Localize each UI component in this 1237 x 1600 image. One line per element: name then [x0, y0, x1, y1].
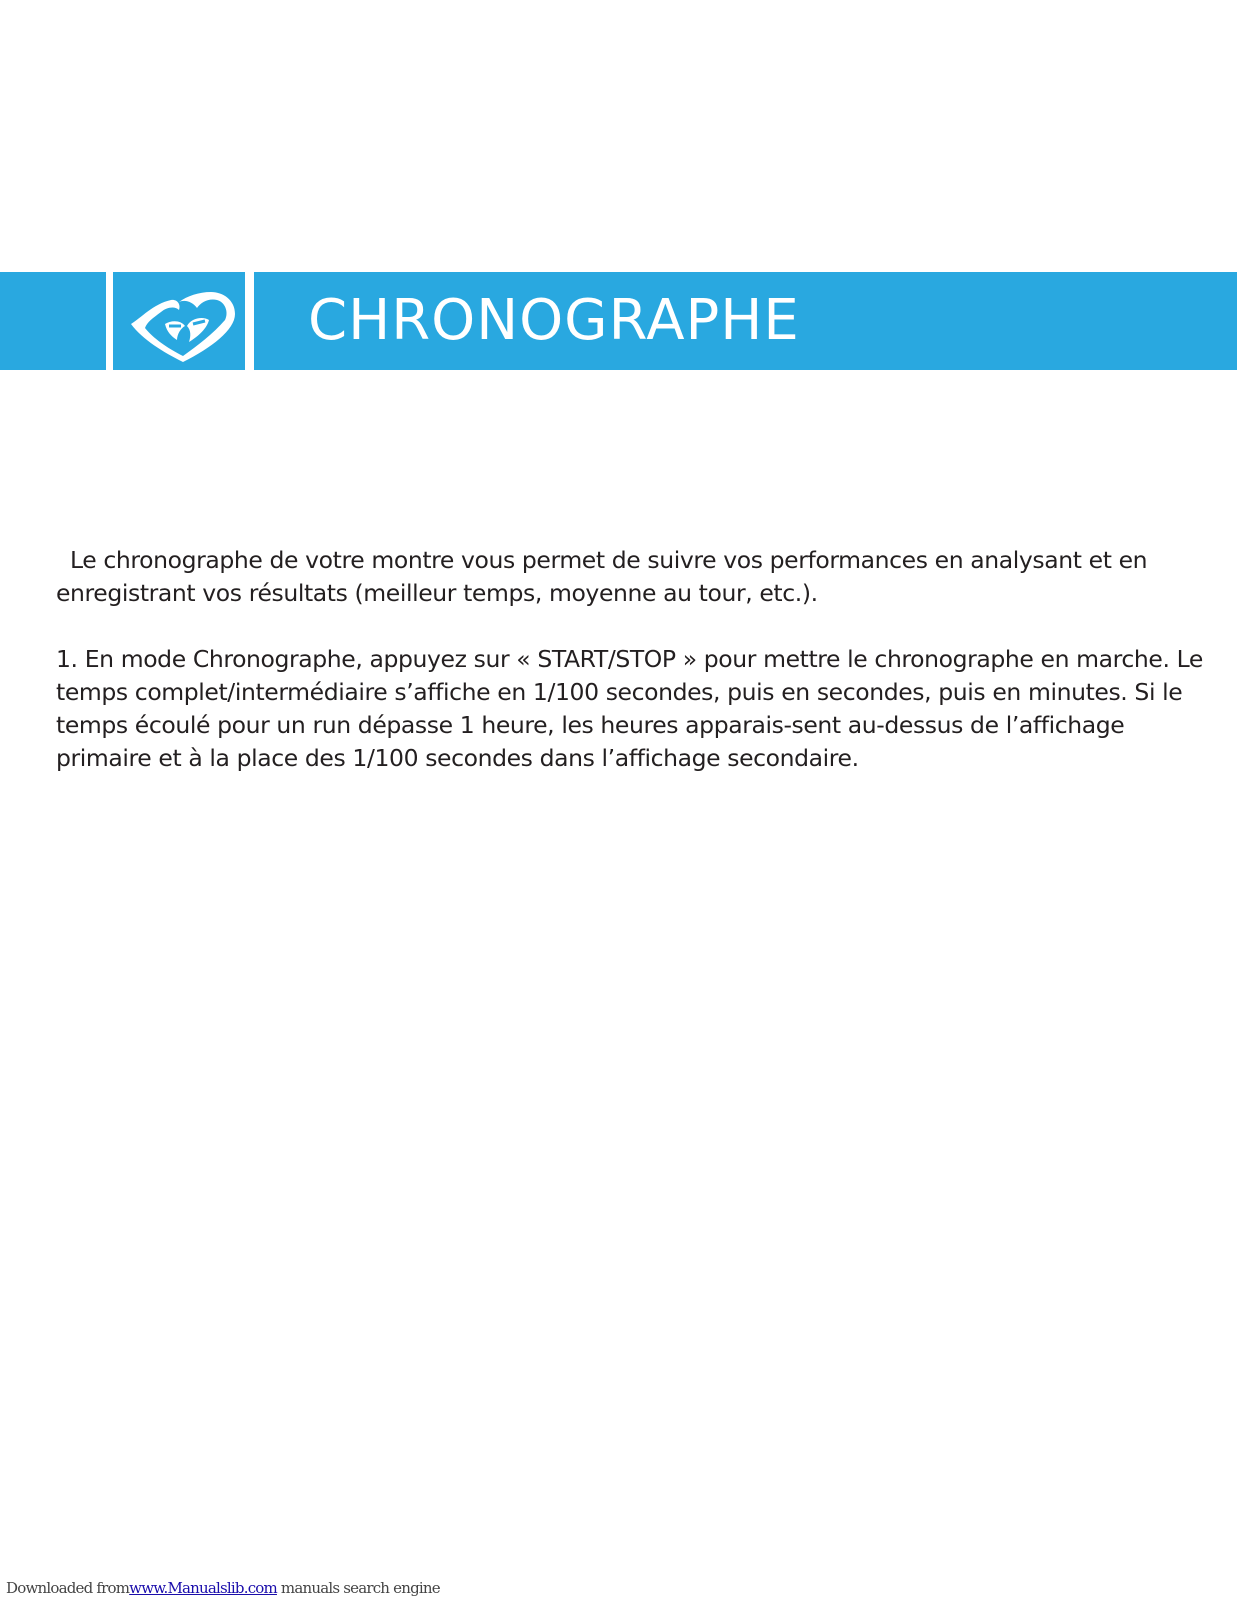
footer-suffix: manuals search engine	[280, 1579, 440, 1597]
download-footer	[6, 1579, 440, 1597]
logo	[113, 272, 245, 370]
header-band	[254, 272, 1237, 370]
roxy-heart-logo-icon	[127, 290, 237, 362]
page-title: CHRONOGRAPHE	[308, 288, 800, 353]
intro-paragraph: Le chronographe de votre montre vous permet de suivre vos performances en analysant et en enregistrant vos résultats (meilleur temps, moyenne au tour, etc.).	[56, 546, 1148, 607]
footer-prefix: Downloaded from	[6, 1579, 130, 1597]
step-1-paragraph: 1. En mode Chronographe, appuyez sur « START/STOP » pour mettre le chronographe en marche. Le temps complet/intermédiaire s’affiche en 1/100 secondes, puis en secondes, puis en minutes. Si le temps écoulé pour un run dépasse 1 heure, les heures apparais-sent au-dessus de l’affichage primaire et à la place des 1/100 secondes dans l’affichage secondaire.	[56, 645, 1203, 772]
header-band-left	[0, 272, 106, 370]
manualslib-link[interactable]: www.Manualslib.com	[129, 1579, 277, 1597]
body-text	[56, 544, 1206, 775]
